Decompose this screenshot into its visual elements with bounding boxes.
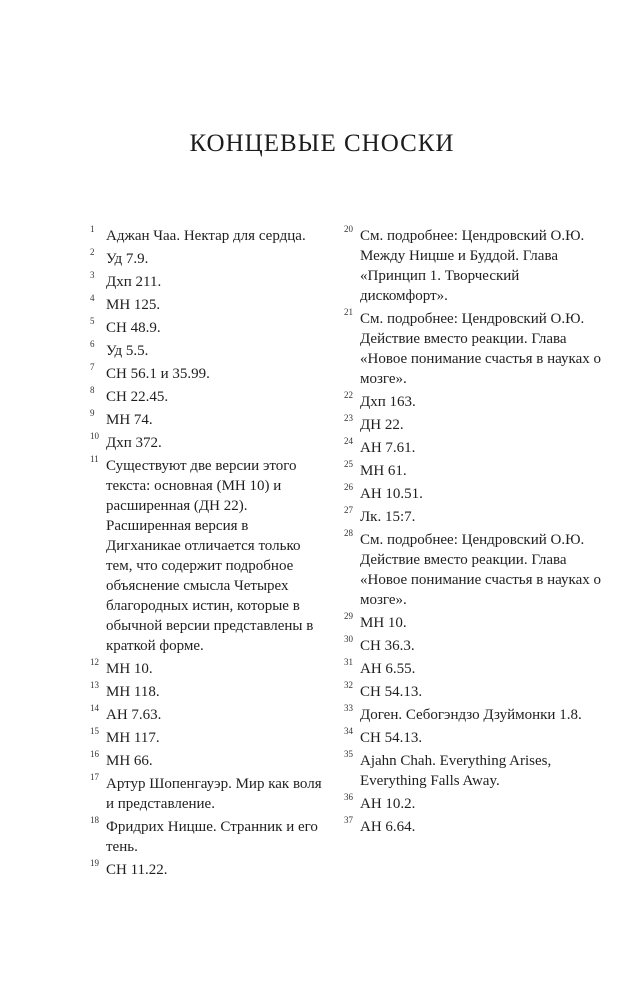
endnote-number: 26 [344,482,353,492]
endnote-number: 4 [90,293,95,303]
endnote-text: СН 56.1 и 35.99. [106,366,210,382]
endnote-text: СН 48.9. [106,320,161,336]
endnote-item [344,484,604,504]
endnote-number: 6 [90,339,95,349]
endnote-item [344,507,604,527]
endnote-number: 17 [90,772,99,782]
endnote-number: 8 [90,385,95,395]
endnote-item [344,659,604,679]
endnote-item [90,318,326,338]
endnote-text: СН 36.3. [360,638,415,654]
endnote-item [90,728,326,748]
endnote-item [90,226,326,246]
endnote-number: 36 [344,792,353,802]
endnote-number: 18 [90,815,99,825]
endnote-text: СН 54.13. [360,684,423,700]
endnote-number: 14 [90,703,99,713]
endnote-number: 15 [90,726,99,736]
endnote-number: 35 [344,749,353,759]
endnote-text: АН 10.51. [360,486,423,502]
endnote-text: АН 6.64. [360,819,416,835]
endnote-text: АН 7.63. [106,707,162,723]
endnote-item [90,249,326,269]
endnote-item [90,774,326,814]
endnote-text: Ajahn Chah. Everything Arises, Everything Falls Away. [360,753,552,789]
endnote-number: 34 [344,726,353,736]
endnote-text: Доген. Себогэндзо Дзуймонки 1.8. [360,707,582,723]
endnote-number: 21 [344,307,353,317]
endnote-item [344,613,604,633]
endnote-number: 20 [344,224,353,234]
endnote-number: 33 [344,703,353,713]
endnote-text: См. подробнее: Цендровский О.Ю. Действие вместо реакции. Глава «Новое понимание счастья в науках о мозге». [360,532,601,608]
endnote-number: 30 [344,634,353,644]
endnote-text: СН 11.22. [106,862,168,878]
endnote-number: 27 [344,505,353,515]
endnote-text: Лк. 15:7. [360,509,416,525]
endnote-text: Существуют две версии этого текста: основная (МН 10) и расширенная (ДН 22). Расширенная версия в Дигханикае отличается только тем, что содержит подробное объяснение смысла Четырех благородных истин, которые в обычной версии представлены в краткой форме. [106,458,314,654]
endnote-text: СН 54.13. [360,730,423,746]
endnote-text: МН 117. [106,730,160,746]
endnote-number: 22 [344,390,353,400]
endnote-item [344,461,604,481]
endnote-item [344,309,604,389]
endnote-text: Артур Шопенгауэр. Мир как воля и представление. [106,776,322,812]
endnote-number: 5 [90,316,95,326]
endnote-text: ДН 22. [360,417,404,433]
endnote-number: 1 [90,224,95,234]
endnote-item [90,410,326,430]
endnote-item [90,860,326,880]
endnote-text: АН 7.61. [360,440,416,456]
endnote-text: См. подробнее: Цендровский О.Ю. Действие вместо реакции. Глава «Новое понимание счастья в науках о мозге». [360,311,601,387]
endnote-item [344,226,604,306]
endnote-text: Уд 5.5. [106,343,149,359]
endnote-text: МН 61. [360,463,407,479]
endnote-item [90,705,326,725]
endnote-item [344,438,604,458]
endnote-number: 16 [90,749,99,759]
endnote-item [90,817,326,857]
endnote-number: 23 [344,413,353,423]
endnote-item [90,272,326,292]
endnote-item [90,433,326,453]
endnote-text: МН 118. [106,684,160,700]
endnote-number: 9 [90,408,95,418]
endnote-item [90,682,326,702]
endnote-item [344,636,604,656]
endnote-item [344,751,604,791]
endnote-item [344,530,604,610]
endnote-item [344,794,604,814]
endnote-text: АН 10.2. [360,796,416,812]
endnote-number: 29 [344,611,353,621]
endnote-number: 2 [90,247,95,257]
endnote-text: Аджан Чаа. Нектар для сердца. [106,228,306,244]
endnote-text: СН 22.45. [106,389,169,405]
endnote-number: 7 [90,362,95,372]
endnote-number: 37 [344,815,353,825]
endnote-number: 12 [90,657,99,667]
endnote-text: МН 10. [360,615,407,631]
endnote-item [344,392,604,412]
endnote-item [90,364,326,384]
endnote-item [90,341,326,361]
endnote-item [344,817,604,837]
endnote-number: 19 [90,858,99,868]
endnote-text: МН 125. [106,297,161,313]
endnote-text: Фридрих Ницше. Странник и его тень. [106,819,318,855]
endnote-text: Дхп 163. [360,394,416,410]
endnote-item [90,751,326,771]
endnote-text: Дхп 372. [106,435,162,451]
endnote-number: 24 [344,436,353,446]
endnote-text: МН 10. [106,661,153,677]
endnote-text: См. подробнее: Цендровский О.Ю. Между Ницше и Буддой. Глава «Принцип 1. Творческий дискомфорт». [360,228,585,304]
endnote-item [90,295,326,315]
endnote-text: МН 66. [106,753,153,769]
endnote-item [344,682,604,702]
endnote-item [90,659,326,679]
endnote-text: АН 6.55. [360,661,416,677]
endnote-number: 11 [90,454,99,464]
endnote-item [90,387,326,407]
endnote-number: 10 [90,431,99,441]
endnote-number: 13 [90,680,99,690]
endnote-number: 32 [344,680,353,690]
endnote-text: Уд 7.9. [106,251,149,267]
endnotes-left-column [90,226,326,883]
endnote-number: 25 [344,459,353,469]
endnote-number: 31 [344,657,353,667]
endnote-text: МН 74. [106,412,153,428]
endnote-item [344,415,604,435]
endnote-item [90,456,326,656]
page-title: КОНЦЕВЫЕ СНОСКИ [189,130,455,157]
endnote-number: 3 [90,270,95,280]
endnote-item [344,705,604,725]
endnote-item [344,728,604,748]
endnote-number: 28 [344,528,353,538]
endnotes-right-column [344,226,604,840]
endnote-text: Дхп 211. [106,274,162,290]
